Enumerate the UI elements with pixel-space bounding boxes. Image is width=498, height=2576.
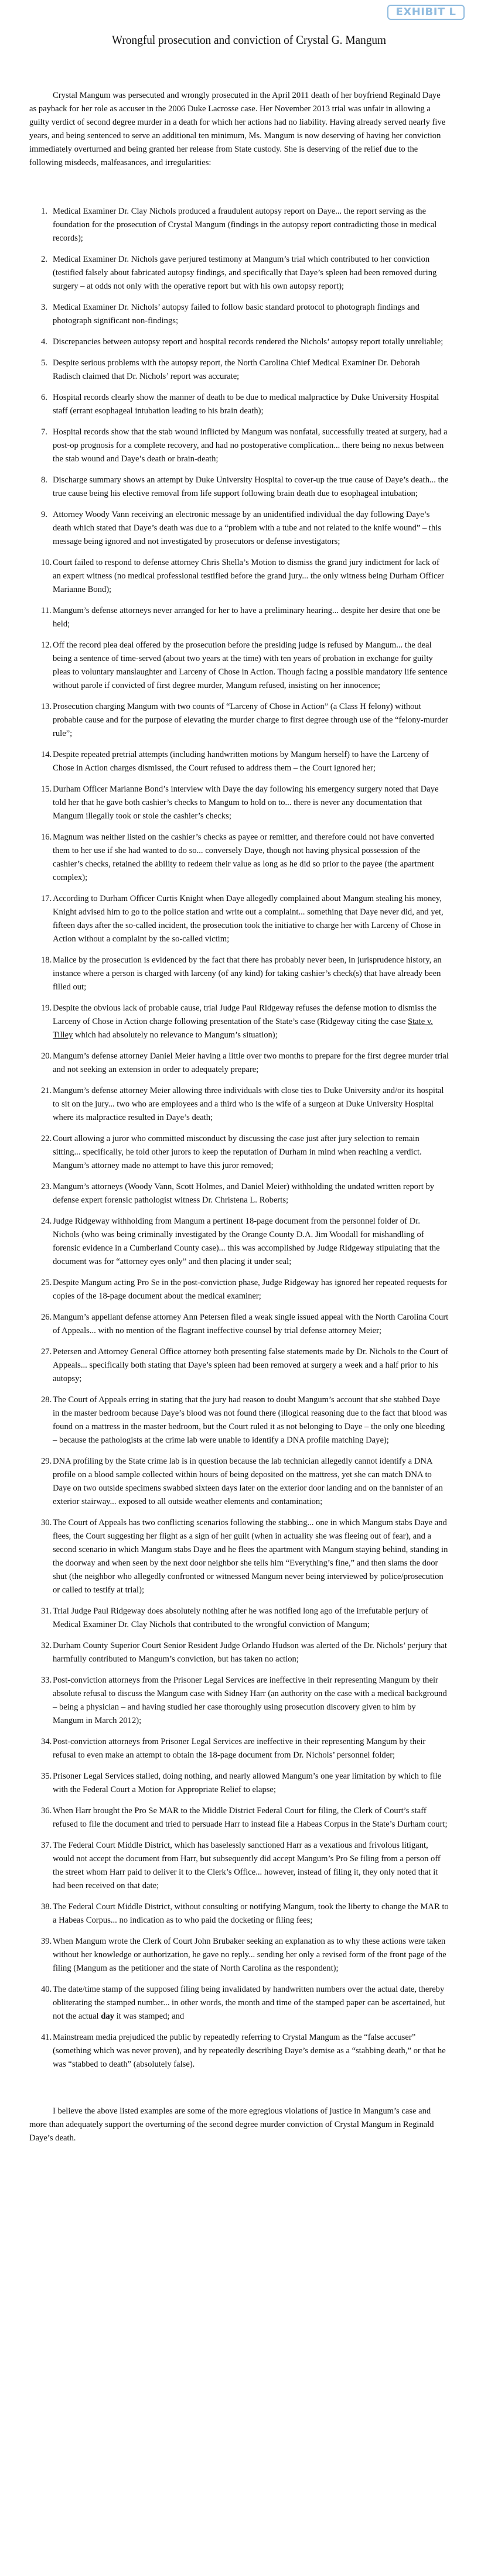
list-item — [29, 1770, 449, 1797]
item-number: 5. — [41, 358, 47, 368]
item-number: 8. — [41, 475, 47, 485]
item-text: Malice by the prosecution is evidenced by the fact that there has probably never been, in jurisprudence history, an instance where a person is charged with larceny (of any kind) for taking cashier’s check(s) that have already been filled out; — [53, 955, 442, 992]
list-item — [29, 556, 449, 597]
item-number: 17. — [41, 894, 52, 903]
item-number: 13. — [41, 702, 52, 711]
item-number: 26. — [41, 1313, 52, 1322]
list-item — [29, 639, 449, 693]
emphasized-word: day — [101, 2012, 114, 2021]
item-number: 15. — [41, 785, 52, 794]
document-title: Wrongful prosecution and conviction of Crystal G. Mangum — [111, 33, 387, 47]
item-text: Discharge summary shows an attempt by Duke University Hospital to cover-up the true cause of Daye’s death... the true cause being his elective removal from life support following brain death due to esophageal intubation; — [53, 475, 449, 498]
list-item — [29, 1839, 449, 1893]
item-number: 27. — [41, 1347, 52, 1356]
item-number: 6. — [41, 393, 47, 402]
item-number: 22. — [41, 1134, 52, 1143]
item-number: 31. — [41, 1606, 52, 1616]
list-item — [29, 1639, 449, 1666]
item-text: Hospital records show that the stab wound inflicted by Mangum was nonfatal, successfully treated at surgery, had a post-op prognosis for a complete recovery, and had no postoperative complication... there being no nexus between the stab wound and Daye’s death or brain-death; — [53, 427, 448, 464]
list-item — [29, 892, 449, 946]
list-item — [29, 357, 449, 383]
item-number: 14. — [41, 750, 52, 759]
item-number: 12. — [41, 640, 52, 650]
list-item — [29, 1393, 449, 1447]
item-text: Durham County Superior Court Senior Resident Judge Orlando Hudson was alerted of the Dr. Nichols’ perjury that harmfully contributed to Mangum’s conviction, but has taken no action; — [53, 1641, 447, 1664]
item-number: 11. — [41, 606, 52, 615]
intro-paragraph: Crystal Mangum was persecuted and wrongly prosecuted in the April 2011 death of her boyfriend Reginald Daye as payback for her role as accuser in the 2006 Duke Lacrosse case. Her November 2013 trial was unfair in allowing a guilty verdict of second degree murder in a death for which her actions had no liability. Having already served nearly five years, and being sentenced to serve an additional ten minimum, Ms. Mangum is now deserving of having her conviction immediately overturned and being granted her release from State custody. She is deserving of the relief due to the following misdeeds, malfeasances, and irregularities: — [29, 91, 446, 167]
list-item — [29, 1674, 449, 1728]
item-text: Judge Ridgeway withholding from Mangum a pertinent 18-page document from the personnel folder of Dr. Nichols (who was being criminally investigated by the Orange County D.A. Jim Woodall for mishandling of forensic evidence in a Cumberland County case)... this was accomplished by Judge Ridgeway stipulating that the document was for “attorney eyes only” and then placing it under seal; — [53, 1217, 440, 1266]
list-item — [29, 1345, 449, 1386]
list-item — [29, 1084, 449, 1125]
item-number: 29. — [41, 1457, 52, 1466]
item-number: 1. — [41, 207, 47, 216]
item-text-continued: it was stamped; and — [114, 2012, 185, 2021]
list-item — [29, 1935, 449, 1975]
list-item — [29, 335, 449, 349]
item-number: 25. — [41, 1278, 52, 1287]
item-number: 33. — [41, 1676, 52, 1685]
item-number: 38. — [41, 1902, 52, 1912]
item-text: Mangum’s appellant defense attorney Ann Petersen filed a weak single issued appeal with the North Carolina Court of Appeals... with no mention of the flagrant ineffective counsel by trial defense attorney Meier; — [53, 1313, 449, 1335]
item-number: 35. — [41, 1772, 52, 1781]
list-item — [29, 301, 449, 328]
list-item — [29, 1516, 449, 1597]
item-number: 41. — [41, 2033, 52, 2042]
item-number: 37. — [41, 1841, 52, 1850]
list-item — [29, 205, 449, 245]
item-text: Magnum was neither listed on the cashier’s checks as payee or remitter, and therefore could not have converted them to her use if she had wanted to do so... conversely Daye, though not having physical possession of the cashier’s checks, retained the ability to redeem their value as long as he did so prior to the payee (the apartment complex); — [53, 833, 434, 882]
list-item — [29, 391, 449, 418]
item-number: 16. — [41, 833, 52, 842]
item-text: Medical Examiner Dr. Clay Nichols produced a fraudulent autopsy report on Daye... the report serving as the foundation for the prosecution of Crystal Mangum (findings in the autopsy report contradicting those in medical records); — [53, 207, 437, 243]
item-text: The Court of Appeals erring in stating that the jury had reason to doubt Mangum’s account that she stabbed Daye in the master bedroom because Daye’s blood was not found there (illogical reasoning due to the fact that blood was found on a mattress in the master bedroom, but the Court ruled it as not belonging to Daye – the only one bleeding – because the pathologists at the crime lab were unable to identify a DNA profile matching Daye); — [53, 1395, 448, 1445]
item-number: 30. — [41, 1518, 52, 1527]
item-number: 24. — [41, 1217, 52, 1226]
document-body — [29, 89, 449, 2145]
item-text: Attorney Woody Vann receiving an electronic message by an unidentified individual the day following Daye’s death which stated that Daye’s death was due to a “problem with a tube and not related to the knife wound” – this message being ignored and not investigated by prosecutors or defense investigators; — [53, 510, 442, 546]
item-number: 19. — [41, 1003, 52, 1013]
item-text: Petersen and Attorney General Office attorney both presenting false statements made by Dr. Nichols to the Court of Appeals... specifically both stating that Daye’s spleen had been removed at surgery a week and a half prior to his autopsy; — [53, 1347, 448, 1383]
item-number: 18. — [41, 955, 52, 965]
list-item — [29, 748, 449, 775]
item-number: 28. — [41, 1395, 52, 1405]
item-text: The Court of Appeals has two conflicting scenarios following the stabbing... one in which Mangum stabs Daye and flees, the Court suggesting her flight as a sign of her guilt (when in actuality she was fleeing out of fear), and a second scenario in which Mangum stabs Daye and he flees the apartment with Mangum staying behind, standing in the doorway and when seen by the next door neighbor she tells him “Everything’s fine,” and then slams the door shut (the neighbor who allegedly confronted or witnessed Mangum never being interviewed by police/prosecution or called to testify at trial); — [53, 1518, 448, 1595]
list-item — [29, 1276, 449, 1303]
item-text: Despite Mangum acting Pro Se in the post-conviction phase, Judge Ridgeway has ignored her repeated requests for copies of the 18-page document about the medical examiner; — [53, 1278, 448, 1301]
item-text: Mangum’s defense attorney Meier allowing three individuals with close ties to Duke University and/or its hospital to sit on the jury... two who are employees and a third who is the wife of a surgeon at Duke University Hospital where its malpractice resulted in Daye’s death; — [53, 1086, 444, 1122]
item-number: 2. — [41, 255, 47, 264]
item-text: Prosecution charging Mangum with two counts of “Larceny of Chose in Action” (a Class H felony) without probable cause and for the purpose of elevating the murder charge to first degree through use of the “felony-murder rule”; — [53, 702, 448, 738]
item-text: Prisoner Legal Services stalled, doing nothing, and nearly allowed Mangum’s one year limitation by which to file with the Federal Court a Motion for Appropriate Relief to elapse; — [53, 1772, 442, 1794]
list-item — [29, 1311, 449, 1338]
item-number: 32. — [41, 1641, 52, 1650]
item-text: Post-conviction attorneys from the Prisoner Legal Services are ineffective in their representing Mangum by their absolute refusal to discuss the Mangum case with Sidney Harr (an authority on the case with a medical background – being a physician – and having studied her case thoroughly using prosecution discovery given to him by Mangum in March 2012); — [53, 1676, 447, 1725]
list-item — [29, 1132, 449, 1173]
item-text: When Harr brought the Pro Se MAR to the Middle District Federal Court for filing, the Clerk of Court’s staff refused to file the document and tried to persuade Harr to instead file a Habeas Corpus in the State’s Durham court; — [53, 1806, 448, 1829]
item-number: 9. — [41, 510, 47, 519]
list-item — [29, 508, 449, 549]
case-citation: State v. Tilley — [53, 1017, 433, 1040]
list-item — [29, 2031, 449, 2071]
item-text: Discrepancies between autopsy report and hospital records rendered the Nichols’ autopsy report totally unreliable; — [53, 337, 444, 347]
grievance-list — [29, 205, 449, 2071]
item-number: 7. — [41, 427, 47, 437]
item-text: Mangum’s defense attorney Daniel Meier having a little over two months to prepare for the first degree murder trial and not seeking an extension in order to adequately prepare; — [53, 1051, 449, 1074]
item-text: Post-conviction attorneys from Prisoner Legal Services are ineffective in their representing Mangum by their refusal to even make an attempt to obtain the 18-page document from Dr. Nichols’ personnel folder; — [53, 1737, 426, 1760]
item-text: Mangum’s defense attorneys never arranged for her to have a preliminary hearing... despite her desire that one be held; — [53, 606, 441, 629]
item-number: 3. — [41, 303, 47, 312]
item-text: Mainstream media prejudiced the public by repeatedly referring to Crystal Mangum as the “false accuser” (something which was never proven), and by repeatedly describing Daye’s demise as a “stabbing death,” or that he was “stabbed to death” (absolutely false). — [53, 2033, 446, 2069]
list-item — [29, 1804, 449, 1831]
list-item — [29, 474, 449, 501]
list-item — [29, 954, 449, 994]
item-text: Mangum’s attorneys (Woody Vann, Scott Holmes, and Daniel Meier) withholding the undated written report by defense expert forensic pathologist witness Dr. Christena L. Roberts; — [53, 1182, 435, 1205]
item-text: Court allowing a juror who committed misconduct by discussing the case just after jury selection to remain sitting... specifically, he told other jurors to keep the reputation of Durham in mind when reaching a verdict. Mangum’s attorney made no attempt to have this juror removed; — [53, 1134, 422, 1170]
item-text: When Mangum wrote the Clerk of Court John Brubaker seeking an explanation as to why these actions were taken without her knowledge or authorization, he gave no reply... sending her only a revised form of the front page of the filing (Mangum as the petitioner and the state of North Carolina as the respondent); — [53, 1937, 446, 1973]
item-text: Despite repeated pretrial attempts (including handwritten motions by Mangum herself) to have the Larceny of Chose in Action charges dismissed, the Court refused to address them – the Court ignored her; — [53, 750, 429, 773]
item-text: Off the record plea deal offered by the prosecution before the presiding judge is refused by Mangum... the deal being a sentence of time-served (about two years at the time) with ten years of probation in exchange for guilty pleas to voluntary manslaughter and Larceny of Chose in Action. Though facing a possible mandatory life sentence without parole if convicted of first degree murder, Mangum refused, insisting on her innocence; — [53, 640, 448, 690]
item-text: Despite serious problems with the autopsy report, the North Carolina Chief Medical Examiner Dr. Deborah Radisch claimed that Dr. Nichols’ report was accurate; — [53, 358, 420, 381]
list-item — [29, 1215, 449, 1269]
list-item — [29, 253, 449, 293]
list-item — [29, 1605, 449, 1632]
list-item — [29, 831, 449, 885]
item-text: Despite the obvious lack of probable cause, trial Judge Paul Ridgeway refuses the defense motion to dismiss the Larceny of Chose in Action charge following presentation of the State’s case (Ridgeway citing the case — [53, 1003, 436, 1026]
list-item — [29, 1735, 449, 1762]
item-text: The date/time stamp of the supposed filing being invalidated by handwritten numbers over the actual date, thereby obliterating the stamped number... in other words, the month and time of the stamped paper can be ascertained, but not the actual — [53, 1985, 445, 2021]
item-number: 20. — [41, 1051, 52, 1061]
item-text: Court failed to respond to defense attorney Chris Shella’s Motion to dismiss the grand jury indictment for lack of an expert witness (no medical professional testified before the grand jury... the only witness being Durham Officer Marianne Bond); — [53, 558, 444, 594]
item-text: The Federal Court Middle District, without consulting or notifying Mangum, took the liberty to change the MAR to a Habeas Corpus... no indication as to who paid the docketing or filing fees; — [53, 1902, 449, 1925]
item-text: Durham Officer Marianne Bond’s interview with Daye the day following his emergency surgery noted that Daye told her that he gave both cashier’s checks to Mangum to hold on to... there is never any documentation that Mangum illegally took or stole the cashier’s checks; — [53, 785, 439, 821]
item-text: Medical Examiner Dr. Nichols gave perjured testimony at Mangum’s trial which contributed to her conviction (testified falsely about fabricated autopsy findings, and specifically that Daye’s spleen had been removed during surgery – at odds not only with the operative report but with his own autopsy report); — [53, 255, 437, 291]
list-item — [29, 783, 449, 823]
item-number: 39. — [41, 1937, 52, 1946]
list-item — [29, 1983, 449, 2023]
list-item — [29, 1002, 449, 1042]
item-text: DNA profiling by the State crime lab is in question because the lab technician allegedly cannot identify a DNA profile on a blood sample collected within hours of being deposited on the mattress, yet she can match DNA to Daye on two outside specimens swabbed sixteen days later on the exterior door landing and on the bannister of an exterior stairway... exposed to all outside weather elements and contamination; — [53, 1457, 443, 1506]
list-item — [29, 426, 449, 466]
list-item — [29, 1180, 449, 1207]
list-item — [29, 1455, 449, 1509]
item-text: Medical Examiner Dr. Nichols’ autopsy failed to follow basic standard protocol to photograph findings and photograph significant non-findings; — [53, 303, 419, 326]
exhibit-stamp: EXHIBIT L — [387, 5, 465, 20]
item-number: 34. — [41, 1737, 52, 1746]
list-item — [29, 700, 449, 741]
item-number: 10. — [41, 558, 52, 567]
item-text: Hospital records clearly show the manner of death to be due to medical malpractice by Duke University Hospital staff (errant esophageal intubation leading to his brain death); — [53, 393, 439, 416]
list-item — [29, 1900, 449, 1927]
item-number: 21. — [41, 1086, 52, 1095]
item-text: The Federal Court Middle District, which has baselessly sanctioned Harr as a vexatious and frivolous litigant, would not accept the document from Harr, but subsequently did accept Mangum’s Pro Se filing from a person off the street whom Harr paid to deliver it to the Clerk’s Office... however, instead of filing it, they only noted that it had been received on that date; — [53, 1841, 441, 1890]
item-text: Trial Judge Paul Ridgeway does absolutely nothing after he was notified long ago of the irrefutable perjury of Medical Examiner Dr. Clay Nichols that contributed to the wrongful conviction of Mangum; — [53, 1606, 429, 1629]
item-number: 40. — [41, 1985, 52, 1994]
list-item — [29, 1050, 449, 1077]
list-item — [29, 604, 449, 631]
item-text-continued: which had absolutely no relevance to Mangum’s situation); — [73, 1030, 278, 1040]
closing-paragraph: I believe the above listed examples are some of the more egregious violations of justice in Mangum’s case and more than adequately support the overturning of the second degree murder conviction of Crystal Mangum in Reginald Daye’s death. — [29, 2106, 434, 2143]
item-number: 4. — [41, 337, 47, 347]
item-number: 23. — [41, 1182, 52, 1191]
item-text: According to Durham Officer Curtis Knight when Daye allegedly complained about Mangum stealing his money, Knight advised him to go to the police station and write out a complaint... something that Daye never did, and yet, fifteen days after the so-called incident, the prosecution took the initiative to charge her with Larceny of Chose in Action without a complaint by the so-called victim; — [53, 894, 444, 944]
item-number: 36. — [41, 1806, 52, 1815]
